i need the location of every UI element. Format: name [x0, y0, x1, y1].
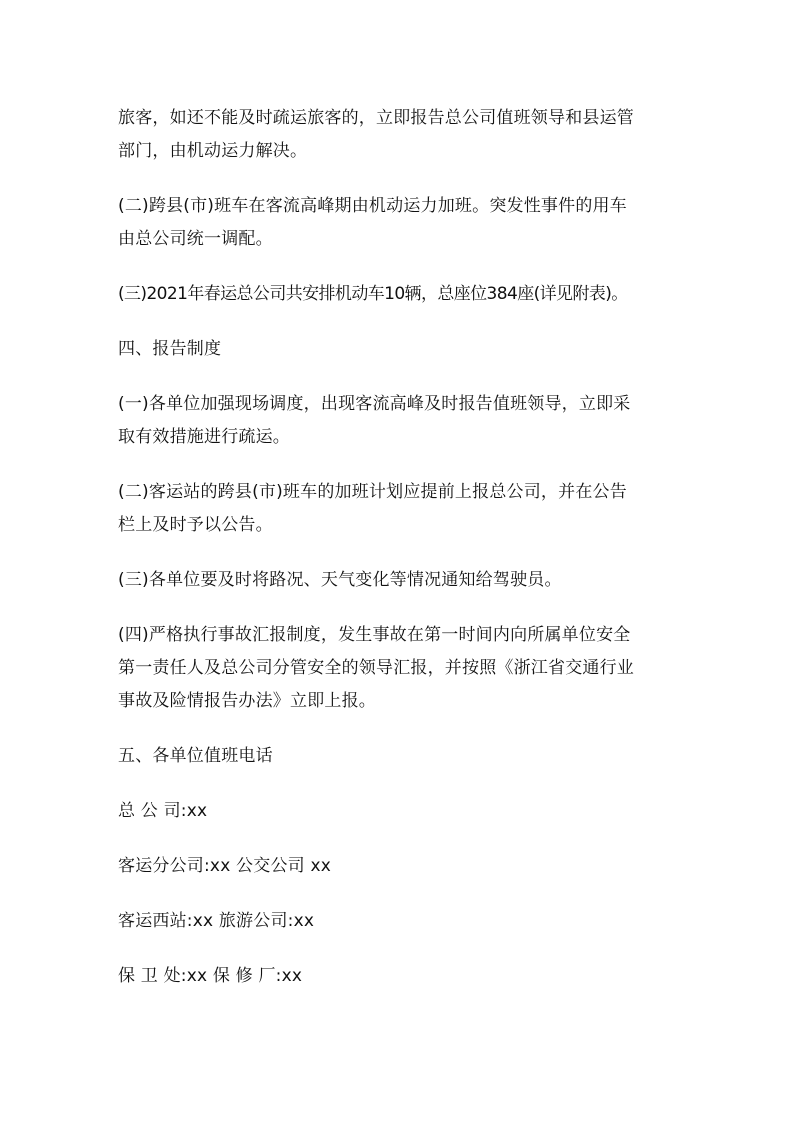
paragraph-item-4-accident-reporting	[118, 619, 678, 718]
paragraph-item-2-extra-bus-plan	[118, 476, 678, 542]
phone-text: 保 卫 处:xx 保 修 厂:xx	[118, 966, 303, 986]
phone-entry-west-station	[118, 905, 678, 938]
text-line: 栏上及时予以公告。	[118, 515, 273, 535]
paragraph-item-3-vehicle-arrangement	[118, 278, 678, 311]
text-line: 由总公司统一调配。	[118, 229, 273, 249]
paragraph-continued-passenger-dispatch	[118, 102, 678, 168]
paragraph-item-2-cross-county-buses	[118, 190, 678, 256]
heading-text: 五、各单位值班电话	[118, 746, 273, 766]
paragraph-item-1-site-dispatch	[118, 388, 678, 454]
text-line: 部门，由机动运力解决。	[118, 141, 308, 161]
paragraph-item-3-road-weather-notice	[118, 564, 678, 597]
text-line: 取有效措施进行疏运。	[118, 427, 290, 447]
text-line: (四)严格执行事故汇报制度，发生事故在第一时间内向所属单位安全	[118, 625, 631, 645]
phone-text: 总 公 司:xx	[118, 801, 208, 821]
phone-text: 客运分公司:xx 公交公司 xx	[118, 856, 331, 876]
phone-text: 客运西站:xx 旅游公司:xx	[118, 911, 315, 931]
section-heading-duty-phones	[118, 740, 678, 773]
phone-entry-head-office	[118, 795, 678, 828]
text-line: (三)各单位要及时将路况、天气变化等情况通知给驾驶员。	[118, 570, 562, 590]
text-line: 第一责任人及总公司分管安全的领导汇报，并按照《浙江省交通行业	[118, 658, 634, 678]
text-line: (二)客运站的跨县(市)班车的加班计划应提前上报总公司，并在公告	[118, 482, 627, 502]
phone-entry-passenger-branch	[118, 850, 678, 883]
phone-entry-security-office	[118, 960, 678, 993]
text-line: 事故及险情报告办法》立即上报。	[118, 691, 376, 711]
document-body	[118, 102, 678, 1015]
section-heading-reporting-system	[118, 333, 678, 366]
text-line: (三)2021年春运总公司共安排机动车10辆，总座位384座(详见附表)。	[118, 284, 628, 304]
text-line: 旅客，如还不能及时疏运旅客的，立即报告总公司值班领导和县运管	[118, 108, 634, 128]
heading-text: 四、报告制度	[118, 339, 222, 359]
text-line: (一)各单位加强现场调度，出现客流高峰及时报告值班领导，立即采	[118, 394, 631, 414]
text-line: (二)跨县(市)班车在客流高峰期由机动运力加班。突发性事件的用车	[118, 196, 627, 216]
